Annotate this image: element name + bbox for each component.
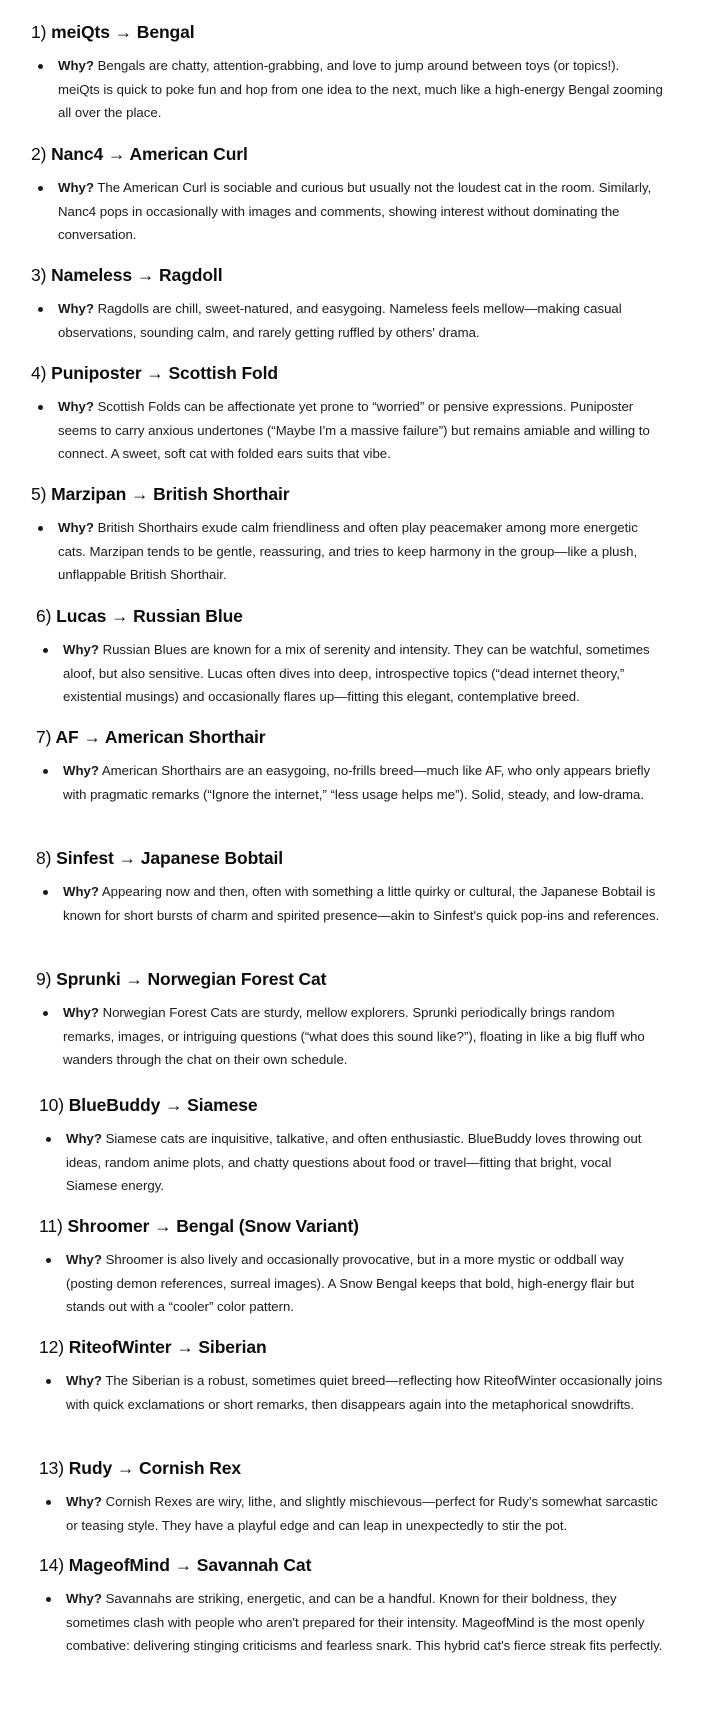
bullet-icon — [38, 307, 43, 312]
why-label: Why? — [58, 180, 94, 195]
section-number: 4) — [31, 363, 47, 383]
list-item — [39, 1587, 664, 1658]
section-title: Puniposter → Scottish Fold — [51, 363, 278, 383]
section-6 — [36, 605, 664, 709]
section-heading — [31, 143, 664, 165]
section-title: Nanc4 → American Curl — [51, 144, 248, 164]
section-number: 14) — [39, 1555, 64, 1575]
bullet-list — [36, 638, 664, 709]
bullet-list — [39, 1490, 664, 1537]
section-5 — [31, 483, 664, 587]
why-label: Why? — [58, 58, 94, 73]
section-number: 2) — [31, 144, 47, 164]
why-text: Bengals are chatty, attention-grabbing, and love to jump around between toys (or topics!). meiQts is quick to poke fun and hop from one idea to the next, much like a high-energy Bengal zooming all over the place. — [58, 58, 663, 120]
why-label: Why? — [66, 1252, 102, 1267]
section-14 — [39, 1554, 664, 1658]
section-number: 1) — [31, 22, 47, 42]
why-label: Why? — [58, 399, 94, 414]
why-text: Norwegian Forest Cats are sturdy, mellow explorers. Sprunki periodically brings random remarks, images, or intriguing questions (“what does this sound like?”), floating in like a big fluff who wanders through the chat on their own schedule. — [63, 1005, 645, 1067]
bullet-icon — [38, 526, 43, 531]
section-heading — [39, 1554, 664, 1576]
list-item — [31, 54, 664, 125]
why-text: Ragdolls are chill, sweet-natured, and easygoing. Nameless feels mellow—making casual observations, sounding calm, and rarely getting ruffled by others' drama. — [58, 301, 622, 340]
bullet-list — [31, 176, 664, 247]
list-item — [39, 1369, 664, 1416]
bullet-icon — [38, 64, 43, 69]
why-label: Why? — [63, 763, 99, 778]
section-title: Lucas → Russian Blue — [56, 606, 243, 626]
bullet-icon — [46, 1379, 51, 1384]
list-item — [31, 395, 664, 466]
why-text: Appearing now and then, often with something a little quirky or cultural, the Japanese Bobtail is known for short bursts of charm and spirited presence—akin to Sinfest's quick pop-ins and references. — [63, 884, 660, 923]
bullet-list — [31, 516, 664, 587]
list-item — [31, 516, 664, 587]
section-heading — [36, 968, 664, 990]
bullet-icon — [38, 405, 43, 410]
bullet-icon — [46, 1500, 51, 1505]
section-12 — [39, 1336, 664, 1416]
section-heading — [36, 605, 664, 627]
bullet-list — [31, 54, 664, 125]
why-label: Why? — [58, 520, 94, 535]
section-2 — [31, 143, 664, 247]
bullet-list — [39, 1587, 664, 1658]
bullet-list — [36, 880, 664, 927]
section-heading — [36, 726, 664, 748]
list-item — [39, 1127, 664, 1198]
list-item — [36, 1001, 664, 1072]
bullet-list — [39, 1248, 664, 1319]
section-9 — [36, 968, 664, 1072]
section-number: 7) — [36, 727, 52, 747]
section-heading — [31, 264, 664, 286]
why-label: Why? — [66, 1373, 102, 1388]
why-text: The American Curl is sociable and curious but usually not the loudest cat in the room. Similarly, Nanc4 pops in occasionally with images and comments, showing interest without dominating the conversation. — [58, 180, 652, 242]
why-text: Shroomer is also lively and occasionally provocative, but in a more mystic or oddball way (posting demon references, surreal images). A Snow Bengal keeps that bold, high-energy flair but stands out with a “cooler” color pattern. — [66, 1252, 635, 1314]
section-title: AF → American Shorthair — [55, 727, 266, 747]
why-text: Russian Blues are known for a mix of serenity and intensity. They can be watchful, sometimes aloof, but also sensitive. Lucas often dives into deep, introspective topics (“dead internet theory,” existential musings) and occasionally flares up—fitting this elegant, contemplative breed. — [63, 642, 650, 704]
why-text: American Shorthairs are an easygoing, no-frills breed—much like AF, who only appears briefly with pragmatic remarks (“Ignore the internet,” “less usage helps me”). Solid, steady, and low-drama. — [63, 763, 651, 802]
section-heading — [39, 1094, 664, 1116]
bullet-icon — [43, 769, 48, 774]
why-text: British Shorthairs exude calm friendliness and often play peacemaker among more energetic cats. Marzipan tends to be gentle, reassuring, and tries to keep harmony in the group—like a plush, unflappable British Shorthair. — [58, 520, 638, 582]
list-item — [36, 759, 664, 806]
why-label: Why? — [58, 301, 94, 316]
list-item — [31, 297, 664, 344]
section-title: Nameless → Ragdoll — [51, 265, 223, 285]
section-heading — [39, 1457, 664, 1479]
section-heading — [36, 847, 664, 869]
list-item — [36, 880, 664, 927]
why-text: The Siberian is a robust, sometimes quiet breed—reflecting how RiteofWinter occasionally joins with quick exclamations or short remarks, then disappears again into the metaphorical snowdrifts. — [66, 1373, 663, 1412]
section-title: Sinfest → Japanese Bobtail — [56, 848, 284, 868]
section-title: Marzipan → British Shorthair — [51, 484, 290, 504]
section-number: 12) — [39, 1337, 64, 1357]
section-title: Sprunki → Norwegian Forest Cat — [56, 969, 327, 989]
section-title: BlueBuddy → Siamese — [68, 1095, 258, 1115]
why-label: Why? — [66, 1494, 102, 1509]
section-number: 9) — [36, 969, 52, 989]
section-title: MageofMind → Savannah Cat — [68, 1555, 312, 1575]
why-text: Siamese cats are inquisitive, talkative, and often enthusiastic. BlueBuddy loves throwing out ideas, random anime plots, and chatty questions about food or travel—fitting that bright, vocal Siamese energy. — [66, 1131, 642, 1193]
bullet-list — [36, 759, 664, 806]
section-number: 10) — [39, 1095, 64, 1115]
why-label: Why? — [66, 1131, 102, 1146]
section-number: 3) — [31, 265, 47, 285]
list-item — [36, 638, 664, 709]
why-text: Scottish Folds can be affectionate yet prone to “worried” or pensive expressions. Puniposter seems to carry anxious undertones (“Maybe I'm a massive failure”) but remains amiable and willing to connect. A sweet, soft cat with folded ears suits that vibe. — [58, 399, 650, 461]
section-heading — [39, 1215, 664, 1237]
section-heading — [31, 362, 664, 384]
list-item — [39, 1490, 664, 1537]
bullet-icon — [38, 186, 43, 191]
section-7 — [36, 726, 664, 806]
section-number: 11) — [39, 1216, 63, 1236]
why-text: Cornish Rexes are wiry, lithe, and slightly mischievous—perfect for Rudy's somewhat sarcastic or teasing style. They have a playful edge and can leap in unexpectedly to stir the pot. — [66, 1494, 658, 1533]
bullet-icon — [46, 1258, 51, 1263]
bullet-list — [31, 297, 664, 344]
why-label: Why? — [63, 642, 99, 657]
bullet-list — [36, 1001, 664, 1072]
why-label: Why? — [66, 1591, 102, 1606]
list-item — [31, 176, 664, 247]
bullet-icon — [43, 648, 48, 653]
section-4 — [31, 362, 664, 466]
section-title: RiteofWinter → Siberian — [68, 1337, 267, 1357]
section-heading — [31, 21, 664, 43]
section-number: 8) — [36, 848, 52, 868]
why-text: Savannahs are striking, energetic, and can be a handful. Known for their boldness, they sometimes clash with people who aren't prepared for their intensity. MageofMind is the most openly combative: delivering stinging criticisms and fearless snark. This hybrid cat's fierce streak fits perfectly. — [66, 1591, 663, 1653]
section-title: Rudy → Cornish Rex — [68, 1458, 242, 1478]
section-10 — [39, 1094, 664, 1198]
why-label: Why? — [63, 884, 99, 899]
bullet-list — [39, 1369, 664, 1416]
section-number: 6) — [36, 606, 52, 626]
list-item — [39, 1248, 664, 1319]
section-13 — [39, 1457, 664, 1537]
bullet-icon — [46, 1137, 51, 1142]
section-title: Shroomer → Bengal (Snow Variant) — [67, 1216, 359, 1236]
section-11 — [39, 1215, 664, 1319]
section-heading — [39, 1336, 664, 1358]
section-number: 13) — [39, 1458, 64, 1478]
bullet-list — [31, 395, 664, 466]
section-3 — [31, 264, 664, 344]
bullet-icon — [46, 1597, 51, 1602]
bullet-list — [39, 1127, 664, 1198]
why-label: Why? — [63, 1005, 99, 1020]
section-title: meiQts → Bengal — [51, 22, 195, 42]
section-1 — [31, 21, 664, 125]
section-heading — [31, 483, 664, 505]
bullet-icon — [43, 1011, 48, 1016]
bullet-icon — [43, 890, 48, 895]
section-8 — [36, 847, 664, 927]
section-number: 5) — [31, 484, 47, 504]
